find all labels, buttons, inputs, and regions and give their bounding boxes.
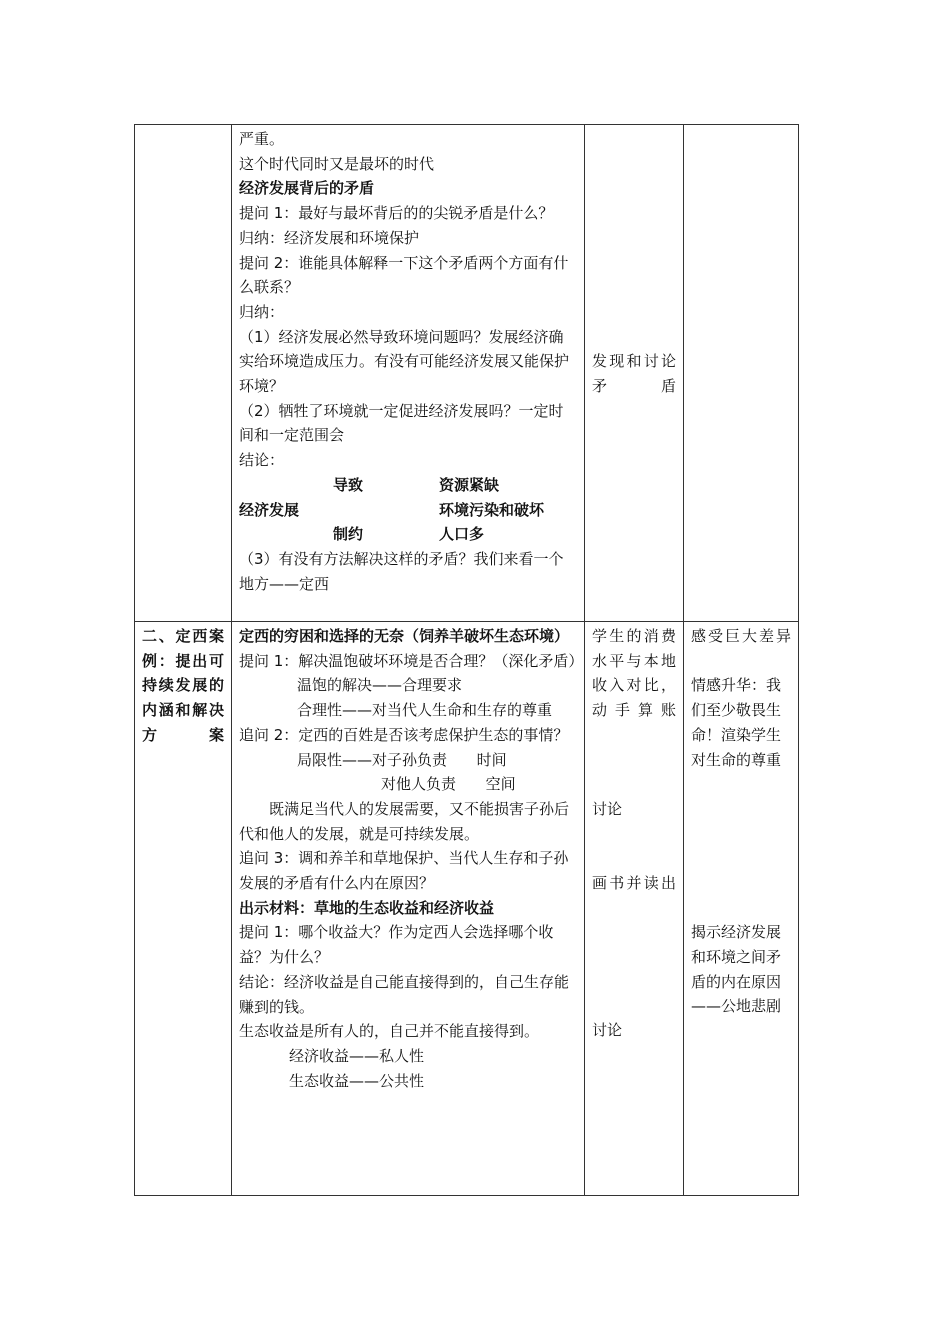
paragraph-text: （1）经济发展必然导致环境问题吗？发展经济确实给环境造成压力。有没有可能经济发展又能保护环境？ xyxy=(239,327,570,396)
responsibility-text: 对他人负责 xyxy=(381,775,457,794)
paragraph-text: （2）牺牲了环境就一定促进经济发展吗？一定时间和一定范围会 xyxy=(239,401,564,445)
result-resource: 资源紧缺 xyxy=(439,475,500,494)
cause-label: 导致 xyxy=(333,475,364,494)
relation-diagram xyxy=(239,473,577,498)
text-line: 这个时代同时又是最坏的时代 xyxy=(239,154,435,173)
lesson-plan-table xyxy=(134,124,799,1196)
stage-title: 二、定西案例：提出可持续发展的内涵和解决方案 xyxy=(142,627,224,744)
paragraph-text: （3）有没有方法解决这样的矛盾？我们来看一个地方——定西 xyxy=(239,549,564,593)
conclusion-label: 结论： xyxy=(239,451,285,470)
time-label: 时间 xyxy=(476,750,507,769)
intent-text: 揭示经济发展和环境之间矛盾的内在原因——公地悲剧 xyxy=(691,923,782,1016)
row1-intent-cell xyxy=(684,125,799,622)
result-population: 人口多 xyxy=(439,525,485,544)
activity-text: 学生的消费水平与本地收入对比，动手算账 xyxy=(592,627,676,720)
row1-stage-cell xyxy=(135,125,232,622)
activity-text: 讨论 xyxy=(592,1021,623,1040)
question-text: 提问 2：谁能具体解释一下这个矛盾两个方面有什么联系？ xyxy=(239,253,569,297)
intent-text: 情感升华：我们至少敬畏生命！渲染学生对生命的尊重 xyxy=(691,676,782,769)
question-text: 追问 3：调和养羊和草地保护、当代人生存和子孙发展的矛盾有什么内在原因？ xyxy=(239,849,569,893)
activity-text: 发现和讨论矛盾 xyxy=(592,352,676,395)
restrict-label: 制约 xyxy=(333,525,364,544)
table-row xyxy=(135,622,799,1196)
section-heading: 出示材料：草地的生态收益和经济收益 xyxy=(239,898,495,917)
intent-text: 感受巨大差异 xyxy=(691,627,791,645)
text-line: 严重。 xyxy=(239,130,285,148)
section-heading: 经济发展背后的矛盾 xyxy=(239,179,375,198)
text-line: 合理性——对当代人生命和生存的尊重 xyxy=(297,701,553,720)
activity-text: 画书并读出 xyxy=(592,873,676,892)
space-label: 空间 xyxy=(485,775,516,794)
question-text: 提问 1：最好与最坏背后的的尖锐矛盾是什么？ xyxy=(239,204,554,223)
question-text: 提问 1：解决温饱破坏环境是否合理？（深化矛盾） xyxy=(239,651,584,670)
definition-text: 既满足当代人的发展需要，又不能损害子孙后代和他人的发展，就是可持续发展。 xyxy=(239,799,570,843)
section-heading: 定西的穷困和选择的无奈（饲养羊破坏生态环境） xyxy=(239,627,570,645)
row2-stage-cell xyxy=(135,622,232,1196)
text-line: 生态收益——公共性 xyxy=(289,1071,425,1090)
text-line: 经济收益——私人性 xyxy=(289,1046,425,1065)
question-text: 提问 1：哪个收益大？作为定西人会选择哪个收益？为什么？ xyxy=(239,923,554,967)
economic-development-label: 经济发展 xyxy=(239,500,300,519)
limitation-text: 局限性——对子孙负责 xyxy=(297,750,448,769)
text-line: 温饱的解决——合理要求 xyxy=(297,676,463,695)
result-pollution: 环境污染和破坏 xyxy=(439,500,545,519)
row1-content-cell xyxy=(232,125,585,622)
conclusion-text: 生态收益是所有人的，自己并不能直接得到。 xyxy=(239,1022,540,1041)
activity-text: 讨论 xyxy=(592,799,623,818)
row2-intent-cell xyxy=(684,622,799,1196)
row2-content-cell xyxy=(232,622,585,1196)
row1-activity-cell xyxy=(585,125,684,622)
conclusion-text: 结论：经济收益是自己能直接得到的，自己生存能赚到的钱。 xyxy=(239,972,570,1016)
row2-activity-cell xyxy=(585,622,684,1196)
question-text: 追问 2：定西的百姓是否该考虑保护生态的事情？ xyxy=(239,725,569,744)
summary-text: 归纳： xyxy=(239,302,285,321)
summary-text: 归纳：经济发展和环境保护 xyxy=(239,228,420,247)
table-row xyxy=(135,125,799,622)
